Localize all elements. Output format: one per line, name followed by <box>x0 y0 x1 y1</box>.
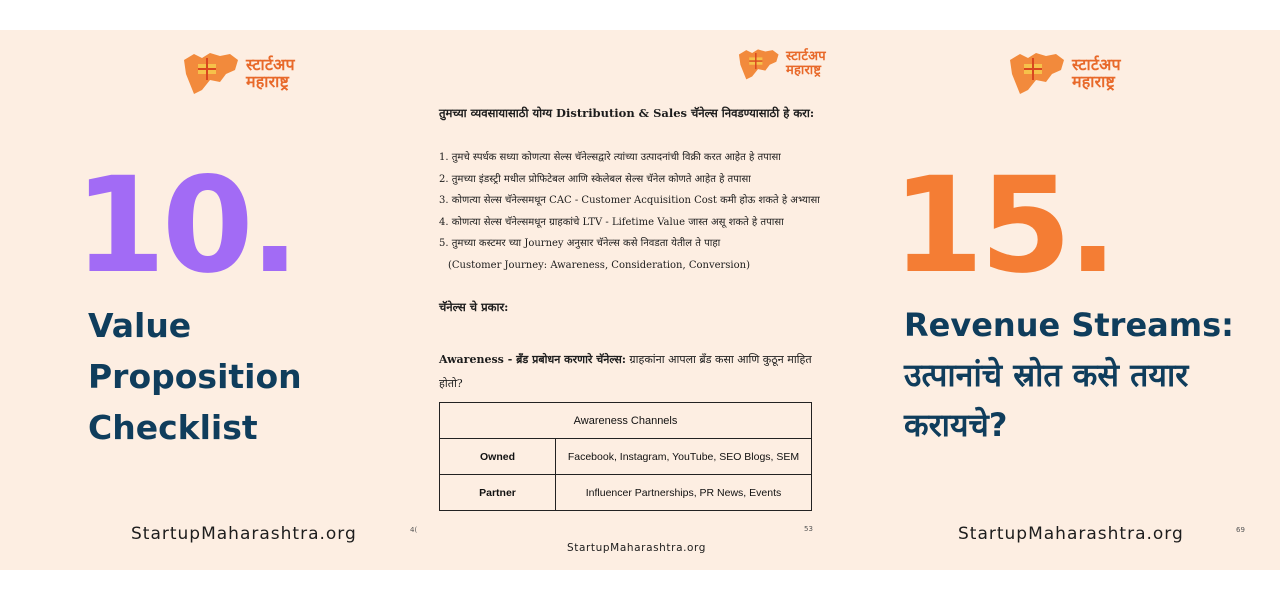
footer-url: StartupMaharashtra.org <box>567 542 707 554</box>
section-number: 15. <box>892 149 1114 303</box>
page-number: 69 <box>1236 526 1245 534</box>
awareness-channels-table <box>439 402 812 511</box>
logo-line-2: महाराष्ट्र <box>1072 72 1116 91</box>
right-page <box>840 30 1280 570</box>
logo-text <box>1072 56 1121 90</box>
channel-types-heading: चॅनेल्स चे प्रकार: <box>439 300 509 314</box>
page-number: 53 <box>804 525 813 533</box>
startup-maharashtra-logo <box>736 47 826 81</box>
book-spread <box>0 30 1280 570</box>
footer-url: StartupMaharashtra.org <box>958 524 1184 544</box>
channel-list-cell: Facebook, Instagram, YouTube, SEO Blogs, SEM <box>556 439 812 475</box>
awareness-label: Awareness - ब्रँड प्रबोधन करणारे चॅनेल्स: <box>439 353 626 366</box>
table-row <box>440 475 812 511</box>
logo-text <box>246 56 295 90</box>
logo-text <box>786 50 826 78</box>
logo-line-1: स्टार्टअप <box>246 55 295 74</box>
maharashtra-map-logo-icon <box>1006 50 1066 96</box>
section-number: 10. <box>74 149 296 303</box>
left-page <box>0 30 420 570</box>
startup-maharashtra-logo <box>180 50 295 96</box>
list-item: 2. तुमच्या इंडस्ट्री मधील प्रोफिटेबल आणि स्केलेबल सेल्स चॅनेल कोणते आहेत हे तपासा <box>439 173 751 185</box>
table-caption: Awareness Channels <box>440 403 812 439</box>
table-caption-row <box>440 403 812 439</box>
awareness-paragraph <box>439 348 829 396</box>
title-line: Revenue Streams: <box>904 306 1234 344</box>
maharashtra-map-logo-icon <box>180 50 240 96</box>
title-line: Checklist <box>88 408 258 447</box>
awareness-text-line2: होतो? <box>439 377 463 390</box>
section-title <box>904 300 1234 450</box>
footer-url: StartupMaharashtra.org <box>131 524 357 544</box>
logo-line-1: स्टार्टअप <box>1072 55 1121 74</box>
list-item: 5. तुमच्या कस्टमर च्या Journey अनुसार चॅनेल्स कसे निवडता येतील ते पाहा <box>439 238 721 249</box>
middle-page <box>420 30 840 570</box>
logo-line-2: महाराष्ट्र <box>786 63 822 78</box>
channel-type-cell: Owned <box>440 439 556 475</box>
intro-heading: तुमच्या व्यवसायासाठी योग्य Distribution & Sales चॅनेल्स निवडण्यासाठी हे करा: <box>439 106 815 120</box>
title-line: Value <box>88 306 192 345</box>
table-row <box>440 439 812 475</box>
channel-list-cell: Influencer Partnerships, PR News, Events <box>556 475 812 511</box>
list-item: 4. कोणत्या सेल्स चॅनेल्समधून ग्राहकांचे LTV - Lifetime Value जास्त असू शकते हे तपासा <box>439 216 784 228</box>
list-item: 1. तुमचे स्पर्धक सध्या कोणत्या सेल्स चॅनेल्सद्वारे त्यांच्या उत्पादनांची विक्री करत आहेत हे तपासा <box>439 152 781 163</box>
startup-maharashtra-logo <box>1006 50 1121 96</box>
page-number: 4( <box>410 526 418 534</box>
title-line: करायचे? <box>904 406 1008 444</box>
list-item: (Customer Journey: Awareness, Consideration, Conversion) <box>448 259 750 271</box>
logo-line-2: महाराष्ट्र <box>246 72 290 91</box>
awareness-text: ग्राहकांना आपला ब्रँड कसा आणि कुठून माहित <box>625 353 812 366</box>
logo-line-1: स्टार्टअप <box>786 49 826 64</box>
channel-type-cell: Partner <box>440 475 556 511</box>
maharashtra-map-logo-icon <box>736 47 780 81</box>
steps-list <box>439 147 820 276</box>
section-title <box>88 300 302 453</box>
list-item: 3. कोणत्या सेल्स चॅनेल्समधून CAC - Customer Acquisition Cost कमी होऊ शकते हे अभ्यासा <box>439 195 820 206</box>
title-line: Proposition <box>88 357 302 396</box>
title-line: उत्पानांचे स्रोत कसे तयार <box>904 356 1189 394</box>
